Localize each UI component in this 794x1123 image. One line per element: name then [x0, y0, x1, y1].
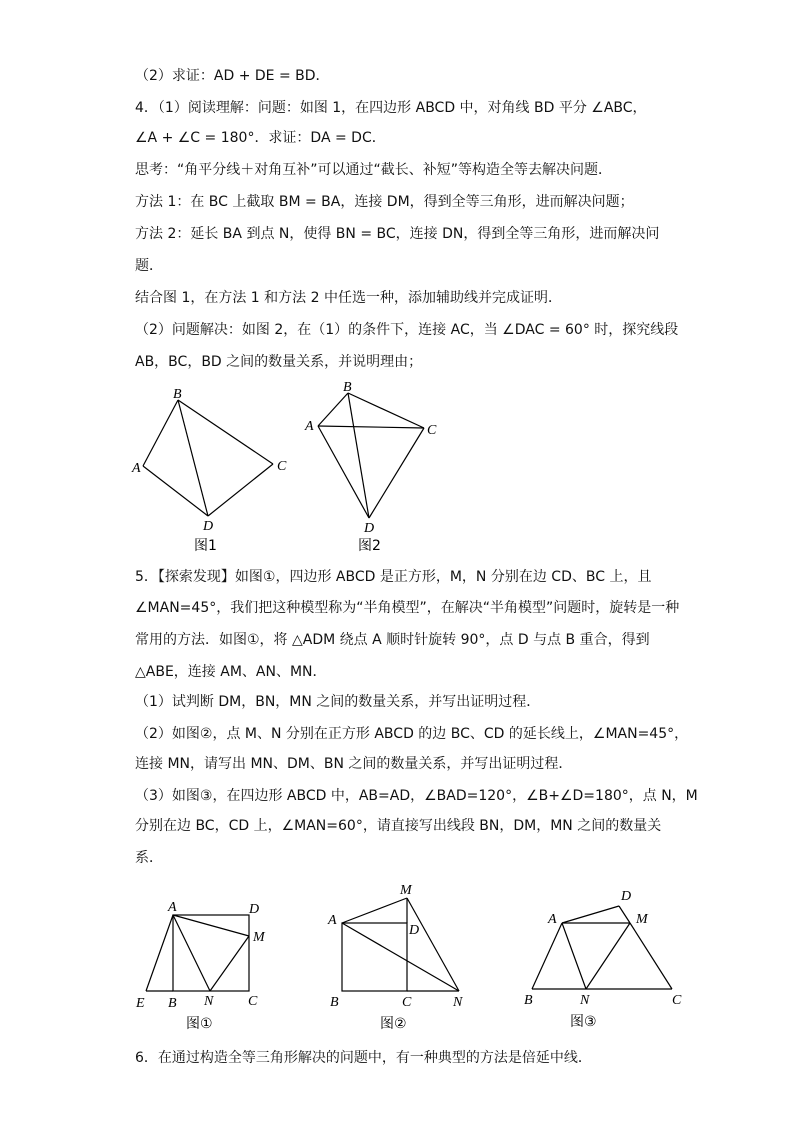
- text-line: ∠A + ∠C = 180°．求证：DA = DC．: [135, 130, 386, 146]
- figure-caption: 图1: [194, 538, 217, 554]
- point-label: A: [168, 900, 177, 915]
- figure-circled-3: [518, 880, 688, 1035]
- figure-caption: 图2: [358, 538, 381, 554]
- text-line: 系．: [135, 850, 163, 866]
- figure-circled-2: [322, 876, 482, 1036]
- text-line: 4．（1）阅读理解：问题：如图 1，在四边形 ABCD 中，对角线 BD 平分 ∠ABC，: [135, 100, 647, 116]
- point-label: B: [343, 380, 352, 395]
- point-label: E: [136, 996, 145, 1011]
- figure-caption: 图③: [570, 1014, 597, 1030]
- text-line: （3）如图③，在四边形 ABCD 中，AB=AD，∠BAD=120°，∠B+∠D=180°，点 N，M: [135, 788, 698, 804]
- text-line: 结合图 1，在方法 1 和方法 2 中任选一种，添加辅助线并完成证明．: [135, 290, 562, 306]
- point-label: A: [305, 419, 314, 434]
- point-label: B: [330, 995, 339, 1010]
- text-line: （2）求证：AD + DE = BD．: [135, 68, 330, 84]
- figure-1: [130, 382, 290, 557]
- point-label: M: [636, 912, 648, 927]
- figure-caption: 图②: [380, 1016, 407, 1032]
- point-label: C: [672, 993, 682, 1008]
- text-line: （1）试判断 DM，BN，MN 之间的数量关系，并写出证明过程．: [135, 694, 541, 710]
- point-label: A: [132, 461, 141, 476]
- point-label: N: [580, 993, 590, 1008]
- text-line: 方法 2：延长 BA 到点 N，使得 BN = BC，连接 DN，得到全等三角形，进而解决问: [135, 226, 660, 242]
- text-line: （2）问题解决：如图 2，在（1）的条件下，连接 AC，当 ∠DAC = 60° 时，探究线段: [135, 322, 679, 338]
- figure-2: [300, 376, 450, 556]
- point-label: D: [249, 902, 260, 917]
- point-label: B: [524, 993, 533, 1008]
- text-line: 思考：“角平分线＋对角互补”可以通过“截长、补短”等构造全等去解决问题．: [135, 162, 613, 178]
- point-label: C: [402, 995, 412, 1010]
- point-label: B: [168, 996, 177, 1011]
- text-line: （2）如图②，点 M、N 分别在正方形 ABCD 的边 BC、CD 的延长线上，∠MAN=45°，: [135, 726, 689, 742]
- text-line: 题．: [135, 258, 163, 274]
- text-line: △ABE，连接 AM、AN、MN．: [135, 664, 327, 680]
- point-label: C: [277, 459, 287, 474]
- point-label: B: [173, 387, 182, 402]
- point-label: A: [548, 912, 557, 927]
- point-label: C: [248, 994, 258, 1009]
- figure-caption: 图①: [186, 1016, 213, 1032]
- figure-circled-1: [130, 880, 280, 1035]
- point-label: D: [364, 521, 375, 536]
- text-line: 常用的方法．如图①，将 △ADM 绕点 A 顺时针旋转 90°，点 D 与点 B 重合，得到: [135, 632, 650, 648]
- text-line: AB，BC，BD 之间的数量关系，并说明理由；: [135, 354, 423, 370]
- point-label: D: [409, 923, 420, 938]
- point-label: M: [400, 883, 412, 898]
- point-label: D: [203, 519, 214, 534]
- point-label: D: [621, 889, 632, 904]
- point-label: A: [328, 913, 337, 928]
- point-label: M: [253, 930, 265, 945]
- text-line: 5．【探索发现】如图①，四边形 ABCD 是正方形，M，N 分别在边 CD、BC 上，且: [135, 569, 652, 585]
- point-label: C: [427, 423, 437, 438]
- text-line: 方法 1：在 BC 上截取 BM = BA，连接 DM，得到全等三角形，进而解决问题；: [135, 194, 634, 210]
- point-label: N: [204, 994, 214, 1009]
- text-line: ∠MAN=45°，我们把这种模型称为“半角模型”，在解决“半角模型”问题时，旋转是一种: [135, 600, 680, 616]
- text-line: 6．在通过构造全等三角形解决的问题中，有一种典型的方法是倍延中线．: [135, 1050, 592, 1066]
- text-line: 连接 MN，请写出 MN、DM、BN 之间的数量关系，并写出证明过程．: [135, 756, 573, 772]
- text-line: 分别在边 BC，CD 上，∠MAN=60°，请直接写出线段 BN，DM，MN 之间的数量关: [135, 818, 662, 834]
- point-label: N: [453, 995, 463, 1010]
